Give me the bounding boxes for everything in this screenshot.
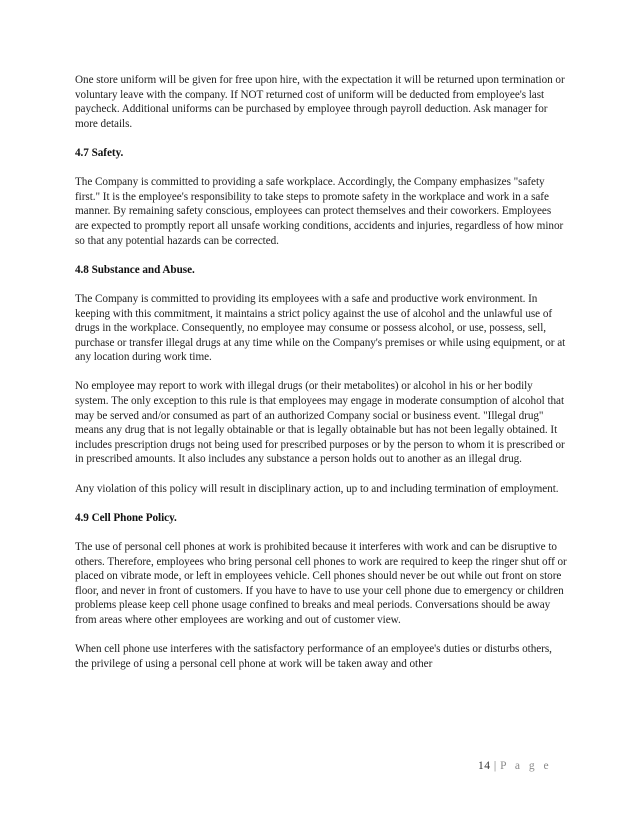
safety-heading: 4.7 Safety. bbox=[75, 146, 124, 159]
cell-phone-paragraph-1: The use of personal cell phones at work is prohibited because it interferes with work and can be disruptive to others. Therefore, employees who bring personal cell phones to work are required to keep the ringer shut off or placed on vibrate mode, or left in employees vehicle. Cell phones should never be out while out front on store floor, and never in front of customers. If you have to have to use your cell phone due to emergency or children problems please keep cell phone usage confined to breaks and meal periods. Conversations should be away from areas where other employees are working and out of customer view. bbox=[75, 541, 567, 626]
page-label: P a g e bbox=[500, 760, 552, 772]
page-footer bbox=[478, 760, 552, 772]
safety-paragraph: The Company is committed to providing a safe workplace. Accordingly, the Company emphasizes "safety first." It is the employee's responsibility to take steps to promote safety in the workplace and work in a safe manner. By remaining safety conscious, employees can protect themselves and their coworkers. Employees are expected to promptly report all unsafe working conditions, accidents and injuries, regardless of how minor so that any potential hazards can be corrected. bbox=[75, 176, 564, 247]
cell-phone-paragraph-2: When cell phone use interferes with the satisfactory performance of an employee's duties or disturbs others, the privilege of using a personal cell phone at work will be taken away and other bbox=[75, 643, 552, 670]
substance-paragraph-1: The Company is committed to providing its employees with a safe and productive work environment. In keeping with this commitment, it maintains a strict policy against the use of alcohol and the unlawful use of drugs in the workplace. Consequently, no employee may consume or possess alcohol, or use, possess, sell, purchase or transfer illegal drugs at any time while on the Company's premises or while using equipment, or at any location during work time. bbox=[75, 292, 566, 364]
page-body bbox=[75, 73, 567, 686]
page-number: 14 bbox=[478, 760, 491, 772]
footer-separator: | bbox=[493, 760, 497, 772]
substance-paragraph-3: Any violation of this policy will result in disciplinary action, up to and including termination of employment. bbox=[75, 482, 559, 495]
substance-paragraph-2: No employee may report to work with illegal drugs (or their metabolites) or alcohol in his or her bodily system. The only exception to this rule is that employees may engage in moderate consumption of alcohol that may be served and/or consumed as part of an authorized Company social or business event. "Illegal drug" means any drug that is not legally obtainable or that is legally obtainable but has not been legally obtained. It includes prescription drugs not being used for prescribed purposes or by the person to whom it is prescribed or in prescribed amounts. It also includes any substance a person holds out to another as an illegal drug. bbox=[75, 380, 565, 466]
cell-phone-heading: 4.9 Cell Phone Policy. bbox=[75, 511, 177, 524]
uniform-paragraph: One store uniform will be given for free upon hire, with the expectation it will be returned upon termination or voluntary leave with the company. If NOT returned cost of uniform will be deducted from employee's last paycheck. Additional uniforms can be purchased by employee through payroll deduction. Ask manager for more details. bbox=[75, 74, 565, 130]
substance-abuse-heading: 4.8 Substance and Abuse. bbox=[75, 263, 195, 276]
